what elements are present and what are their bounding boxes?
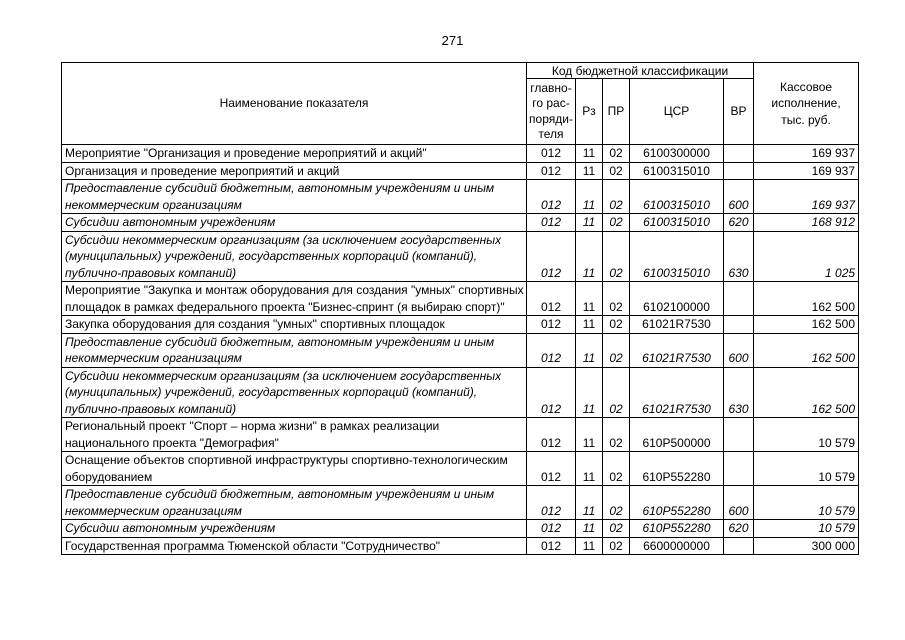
cell-name: Закупка оборудования для создания "умных" спортивных площадок (62, 316, 527, 334)
cell-pr: 02 (603, 316, 630, 334)
table-row (62, 486, 859, 520)
cell-csr: 6102100000 (630, 282, 724, 316)
table-body (62, 145, 859, 555)
cell-admin: 012 (527, 333, 576, 367)
cell-amount: 169 937 (754, 162, 859, 180)
cell-rz: 11 (576, 145, 603, 163)
cell-pr: 02 (603, 367, 630, 418)
cell-csr: 6100315010 (630, 180, 724, 214)
cell-vr (724, 282, 754, 316)
cell-vr: 600 (724, 486, 754, 520)
cell-rz: 11 (576, 537, 603, 555)
cell-csr: 61021R7530 (630, 333, 724, 367)
table-row (62, 537, 859, 555)
cell-pr: 02 (603, 520, 630, 538)
cell-amount: 10 579 (754, 452, 859, 486)
cell-pr: 02 (603, 333, 630, 367)
cell-name: Предоставление субсидий бюджетным, автономным учреждениям и иным некоммерческим организациям (62, 486, 527, 520)
header-code-group: Код бюджетной классификации (527, 63, 754, 79)
header-vr: ВР (724, 79, 754, 145)
cell-csr: 610P500000 (630, 418, 724, 452)
cell-vr: 620 (724, 214, 754, 232)
cell-name: Предоставление субсидий бюджетным, автономным учреждениям и иным некоммерческим организациям (62, 333, 527, 367)
cell-name: Мероприятие "Закупка и монтаж оборудования для создания "умных" спортивных площадок в рамках федерального проекта "Бизнес-спринт (я выбираю спорт)" (62, 282, 527, 316)
cell-name: Предоставление субсидий бюджетным, автономным учреждениям и иным некоммерческим организациям (62, 180, 527, 214)
cell-csr: 6100315010 (630, 214, 724, 232)
cell-pr: 02 (603, 486, 630, 520)
cell-amount: 162 500 (754, 367, 859, 418)
cell-amount: 10 579 (754, 418, 859, 452)
cell-amount: 10 579 (754, 486, 859, 520)
cell-rz: 11 (576, 486, 603, 520)
cell-amount: 168 912 (754, 214, 859, 232)
cell-rz: 11 (576, 214, 603, 232)
cell-admin: 012 (527, 231, 576, 282)
table-row (62, 162, 859, 180)
cell-pr: 02 (603, 180, 630, 214)
cell-pr: 02 (603, 214, 630, 232)
cell-admin: 012 (527, 282, 576, 316)
cell-vr: 630 (724, 231, 754, 282)
cell-name: Организация и проведение мероприятий и акций (62, 162, 527, 180)
cell-vr (724, 418, 754, 452)
cell-admin: 012 (527, 418, 576, 452)
cell-csr: 610P552280 (630, 520, 724, 538)
cell-admin: 012 (527, 180, 576, 214)
cell-amount: 1 025 (754, 231, 859, 282)
table-row (62, 520, 859, 538)
cell-pr: 02 (603, 282, 630, 316)
cell-admin: 012 (527, 367, 576, 418)
table-row (62, 316, 859, 334)
header-rz: Рз (576, 79, 603, 145)
cell-name: Региональный проект "Спорт – норма жизни" в рамках реализации национального проекта "Демография" (62, 418, 527, 452)
cell-admin: 012 (527, 162, 576, 180)
cell-vr: 600 (724, 333, 754, 367)
cell-csr: 6100315010 (630, 231, 724, 282)
cell-csr: 61021R7530 (630, 316, 724, 334)
cell-vr: 630 (724, 367, 754, 418)
table-row (62, 145, 859, 163)
header-pr: ПР (603, 79, 630, 145)
table-header (62, 63, 859, 145)
table-row (62, 231, 859, 282)
header-name: Наименование показателя (62, 63, 527, 145)
cell-amount: 162 500 (754, 333, 859, 367)
cell-name: Государственная программа Тюменской области "Сотрудничество" (62, 537, 527, 555)
cell-pr: 02 (603, 231, 630, 282)
table-row (62, 367, 859, 418)
cell-rz: 11 (576, 418, 603, 452)
cell-amount: 169 937 (754, 145, 859, 163)
header-csr: ЦСР (630, 79, 724, 145)
cell-admin: 012 (527, 486, 576, 520)
cell-pr: 02 (603, 452, 630, 486)
cell-rz: 11 (576, 282, 603, 316)
page-number: 271 (441, 33, 464, 48)
cell-admin: 012 (527, 520, 576, 538)
cell-amount: 162 500 (754, 282, 859, 316)
cell-admin: 012 (527, 145, 576, 163)
cell-csr: 6100315010 (630, 162, 724, 180)
cell-csr: 610P552280 (630, 452, 724, 486)
table-row (62, 180, 859, 214)
cell-csr: 6600000000 (630, 537, 724, 555)
table-row (62, 282, 859, 316)
cell-vr (724, 537, 754, 555)
cell-rz: 11 (576, 231, 603, 282)
cell-name: Субсидии автономным учреждениям (62, 214, 527, 232)
cell-vr (724, 316, 754, 334)
cell-amount: 10 579 (754, 520, 859, 538)
cell-pr: 02 (603, 145, 630, 163)
cell-name: Субсидии некоммерческим организациям (за исключением государственных (муниципальных) учреждений, государственных корпораций (компаний), публично-правовых компаний) (62, 231, 527, 282)
cell-rz: 11 (576, 452, 603, 486)
cell-vr (724, 452, 754, 486)
cell-admin: 012 (527, 214, 576, 232)
header-admin: главно-го рас-поряди-теля (527, 79, 576, 145)
budget-table (61, 62, 859, 555)
cell-admin: 012 (527, 452, 576, 486)
cell-csr: 6100300000 (630, 145, 724, 163)
cell-rz: 11 (576, 180, 603, 214)
cell-pr: 02 (603, 418, 630, 452)
cell-name: Мероприятие "Организация и проведение мероприятий и акций" (62, 145, 527, 163)
table-row (62, 333, 859, 367)
cell-rz: 11 (576, 333, 603, 367)
header-amount: Кассовое исполнение, тыс. руб. (754, 63, 859, 145)
cell-rz: 11 (576, 367, 603, 418)
table-row (62, 418, 859, 452)
cell-name: Субсидии автономным учреждениям (62, 520, 527, 538)
table-row (62, 214, 859, 232)
cell-amount: 169 937 (754, 180, 859, 214)
cell-rz: 11 (576, 520, 603, 538)
cell-csr: 610P552280 (630, 486, 724, 520)
cell-name: Оснащение объектов спортивной инфраструктуры спортивно-технологическим оборудованием (62, 452, 527, 486)
cell-vr: 600 (724, 180, 754, 214)
cell-vr: 620 (724, 520, 754, 538)
cell-admin: 012 (527, 537, 576, 555)
table-row (62, 452, 859, 486)
cell-rz: 11 (576, 316, 603, 334)
cell-amount: 300 000 (754, 537, 859, 555)
cell-admin: 012 (527, 316, 576, 334)
cell-rz: 11 (576, 162, 603, 180)
cell-amount: 162 500 (754, 316, 859, 334)
cell-pr: 02 (603, 537, 630, 555)
cell-pr: 02 (603, 162, 630, 180)
cell-vr (724, 145, 754, 163)
cell-name: Субсидии некоммерческим организациям (за исключением государственных (муниципальных) учреждений, государственных корпораций (компаний), публично-правовых компаний) (62, 367, 527, 418)
cell-csr: 61021R7530 (630, 367, 724, 418)
cell-vr (724, 162, 754, 180)
